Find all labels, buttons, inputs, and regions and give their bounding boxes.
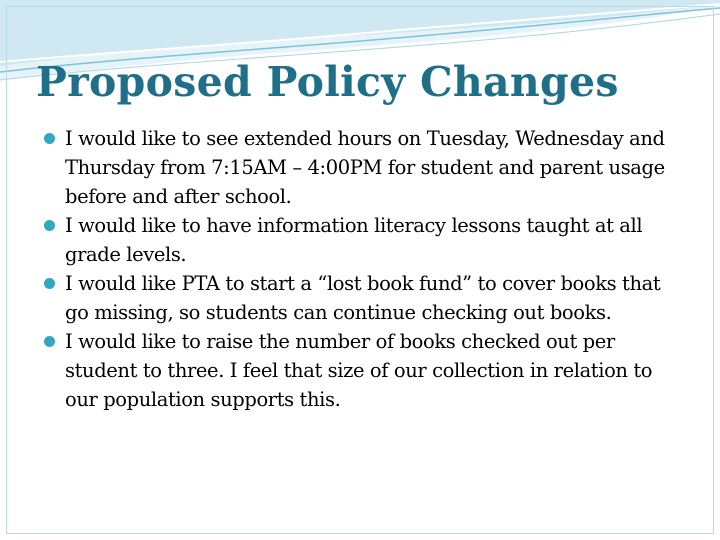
slide-title: Proposed Policy Changes: [36, 58, 619, 106]
bullet-icon: [44, 278, 55, 289]
bullet-item: [44, 124, 684, 211]
bullet-text: I would like to have information literacy lessons taught at all grade levels.: [65, 214, 643, 266]
bullet-text: I would like to raise the number of books checked out per student to three. I feel that size of our collection in relation to our population supports this.: [65, 330, 653, 411]
bullet-text: I would like to see extended hours on Tuesday, Wednesday and Thursday from 7:15AM – 4:00PM for student and parent usage before and after school.: [65, 127, 665, 208]
bullet-icon: [44, 133, 55, 144]
bullet-item: [44, 269, 684, 327]
bullet-item: [44, 211, 684, 269]
bullet-icon: [44, 336, 55, 347]
bullet-item: [44, 327, 684, 414]
bullet-text: I would like PTA to start a “lost book fund” to cover books that go missing, so students can continue checking out books.: [65, 272, 661, 324]
bullet-list: [44, 124, 684, 414]
bullet-icon: [44, 220, 55, 231]
